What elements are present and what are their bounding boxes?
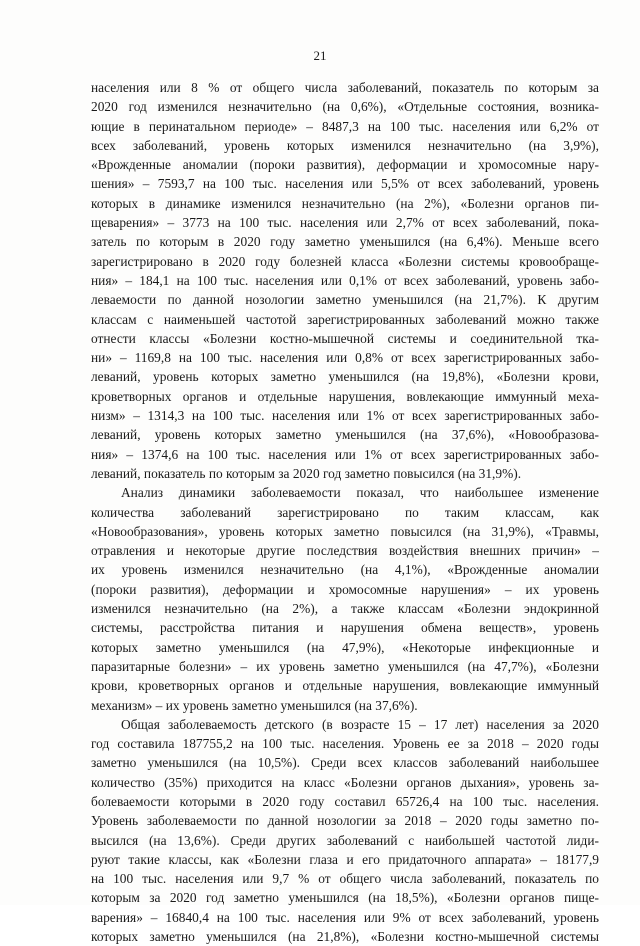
text-line: которых заметно уменьшился (на 47,9%), «Некоторые инфекционные и — [91, 639, 599, 655]
text-line: классам с наименьшей частотой зарегистрированных заболеваний можно также — [91, 311, 599, 327]
text-line: низм» – 1314,3 на 100 тыс. населения или 1% от всех зарегистрированных забо- — [91, 408, 599, 424]
text-line: которым за 2020 год заметно уменьшился (на 18,5%), «Болезни органов пище- — [91, 890, 599, 906]
text-line: количества заболеваний зарегистрировано по таким классам, как — [91, 504, 599, 520]
text-line: которых в динамике изменился незначительно (на 2%), «Болезни органов пи- — [91, 195, 599, 211]
text-line: паразитарные болезни» – их уровень заметно уменьшился (на 47,7%), «Болезни — [91, 658, 599, 674]
text-line: на 100 тыс. населения или 9,7 % от общего числа заболеваний, показатель по — [91, 871, 599, 887]
text-line: крови, кроветворных органов и отдельные нарушения, вовлекающие иммунный — [91, 678, 599, 694]
text-line: «Новообразования», уровень которых заметно повысился (на 31,9%), «Травмы, — [91, 523, 599, 539]
text-line: леваемости по данной нозологии заметно уменьшился (на 21,7%). К другим — [91, 292, 599, 308]
paragraph-2 — [91, 483, 599, 715]
text-line: щеварения» – 3773 на 100 тыс. населения или 2,7% от всех заболеваний, пока- — [91, 215, 599, 231]
paragraph-3 — [91, 715, 599, 946]
text-line: Анализ динамики заболеваемости показал, что наибольшее изменение — [121, 485, 599, 501]
text-line: ния» – 184,1 на 100 тыс. населения или 0,1% от всех заболеваний, уровень забо- — [91, 272, 599, 288]
text-line: которых заметно уменьшился (на 21,8%), «Болезни костно-мышечной системы — [91, 929, 599, 945]
text-line: шения» – 7593,7 на 100 тыс. населения или 5,5% от всех заболеваний, уровень — [91, 176, 599, 192]
text-line: количество (35%) приходится на класс «Болезни органов дыхания», уровень за- — [91, 774, 599, 790]
text-line: леваний, уровень которых заметно уменьшился (на 19,8%), «Болезни крови, — [91, 369, 599, 385]
text-line: системы, расстройства питания и нарушения обмена веществ», уровень — [91, 620, 599, 636]
text-line: Уровень заболеваемости по данной нозологии за 2018 – 2020 годы заметно по- — [91, 813, 599, 829]
text-line: болеваемости которыми в 2020 году составил 65726,4 на 100 тыс. населения. — [91, 793, 599, 809]
text-line: леваний, уровень которых заметно уменьшился (на 37,6%), «Новообразова- — [91, 427, 599, 443]
text-line: их уровень изменился незначительно (на 4,1%), «Врожденные аномалии — [91, 562, 599, 578]
text-line: (пороки развития), деформации и хромосомные нарушения» – их уровень — [91, 581, 599, 597]
text-line: руют такие классы, как «Болезни глаза и его придаточного аппарата» – 18177,9 — [91, 851, 599, 867]
text-line: «Врожденные аномалии (пороки развития), деформации и хромосомные нару- — [91, 157, 599, 173]
paragraph-1 — [91, 78, 599, 483]
text-line: отнести классы «Болезни костно-мышечной системы и соединительной тка- — [91, 330, 599, 346]
text-line: ни» – 1169,8 на 100 тыс. населения или 0,8% от всех зарегистрированных забо- — [91, 350, 599, 366]
text-line: 2020 год изменился незначительно (на 0,6%), «Отдельные состояния, возника- — [91, 99, 599, 115]
text-line: Общая заболеваемость детского (в возрасте 15 – 17 лет) населения за 2020 — [121, 716, 599, 732]
text-line: варения» – 16840,4 на 100 тыс. населения или 9% от всех заболеваний, уровень — [91, 909, 599, 925]
text-line: отравления и некоторые другие последствия воздействия внешних причин» – — [91, 543, 599, 559]
text-line: год составила 187755,2 на 100 тыс. населения. Уровень ее за 2018 – 2020 годы — [91, 736, 599, 752]
text-line: леваний, показатель по которым за 2020 год заметно повысился (на 31,9%). — [91, 465, 522, 481]
text-line: механизм» – их уровень заметно уменьшился (на 37,6%). — [91, 697, 418, 713]
text-line: всех заболеваний, уровень которых изменился незначительно (на 3,9%), — [91, 137, 599, 153]
text-line: ния» – 1374,6 на 100 тыс. населения или 1% от всех зарегистрированных забо- — [91, 446, 599, 462]
text-line: высился (на 13,6%). Среди других заболеваний с наибольшей частотой лиди- — [91, 832, 599, 848]
body-text — [91, 78, 599, 946]
text-line: заметно уменьшился (на 10,5%). Среди всех классов заболеваний наибольшее — [91, 755, 599, 771]
text-line: населения или 8 % от общего числа заболеваний, показатель по которым за — [91, 80, 599, 95]
page-number: 21 — [313, 48, 327, 63]
text-line: кроветворных органов и отдельные нарушения, вовлекающие иммунный меха- — [91, 388, 599, 404]
text-line: зарегистрировано в 2020 году болезней класса «Болезни системы кровообраще- — [91, 253, 599, 269]
text-line: изменился незначительно (на 2%), а также классам «Болезни эндокринной — [91, 601, 599, 617]
text-line: затель по которым в 2020 году заметно уменьшился (на 6,4%). Меньше всего — [91, 234, 599, 250]
text-line: ющие в перинатальном периоде» – 8487,3 на 100 тыс. населения или 6,2% от — [91, 118, 599, 134]
